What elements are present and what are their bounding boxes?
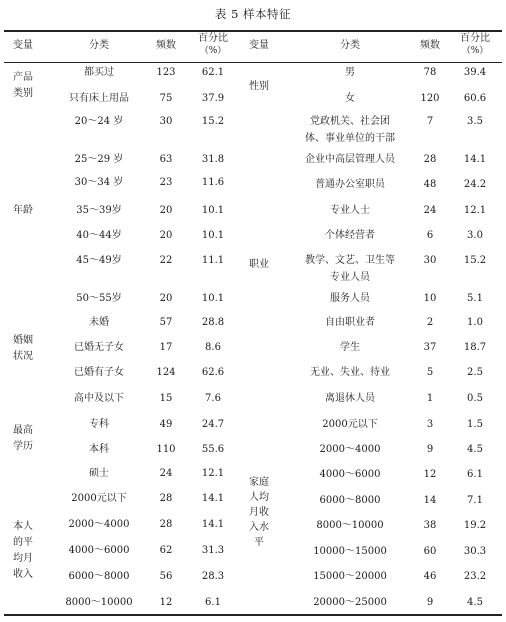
table-row-right-freq: 5 [426, 367, 434, 378]
table-row-right-pct: 0.5 [467, 393, 483, 404]
variable-label-left: 学历 [13, 441, 33, 452]
header-pct-line1: 百分比 [460, 33, 490, 44]
table-row-left-freq: 28 [159, 493, 173, 504]
variable-label-left: 收入 [13, 569, 33, 580]
table-row-left-pct: 15.2 [201, 116, 225, 127]
header-rule [4, 62, 502, 63]
table-row-right-pct: 4.5 [467, 444, 483, 455]
table-row-right-cat: 8000～10000 [316, 520, 384, 531]
table-row-right-pct: 60.6 [463, 93, 487, 104]
table-row-left-pct: 28.3 [201, 571, 225, 582]
table-row-left-pct: 10.1 [201, 230, 225, 241]
table-row-right-pct: 19.2 [463, 520, 487, 531]
table-row-left-freq: 15 [159, 393, 173, 404]
table-row-left-cat: 30～34 岁 [74, 177, 124, 188]
table-row-left-pct: 62.6 [201, 367, 225, 378]
variable-label-right: 人均 [249, 492, 269, 503]
header-pct-line2: （%） [461, 46, 489, 56]
table-row-left-cat: 硕士 [89, 468, 109, 479]
table-row-left-freq: 12 [159, 597, 173, 608]
table-row-right-pct: 30.3 [463, 546, 487, 557]
table-row-right-freq: 60 [423, 546, 437, 557]
table-row-right-cat: 2000～4000 [319, 444, 381, 455]
table-row-left-cat: 已婚无子女 [74, 342, 124, 353]
table-row-right-cat: 女 [345, 93, 355, 104]
table-row-left-pct: 11.6 [201, 177, 225, 188]
table-row-left-cat: 2000元以下 [71, 493, 127, 504]
table-row-left-cat: 8000～10000 [65, 597, 133, 608]
table-row-left-pct: 14.1 [201, 519, 225, 530]
table-row-right-cat: 4000～6000 [319, 469, 381, 480]
table-row-right-freq: 9 [426, 444, 434, 455]
top-rule [4, 30, 502, 32]
table-row-left-freq: 17 [159, 342, 173, 353]
table-row-right-pct: 4.5 [467, 597, 483, 608]
table-row-right-freq: 3 [426, 419, 434, 430]
variable-label-right: 职业 [249, 259, 269, 270]
table-row-right-pct: 15.2 [463, 255, 487, 266]
table-row-right-cat: 15000～20000 [313, 571, 387, 582]
table-row-left-cat: 2000～4000 [68, 519, 130, 530]
variable-label-left: 均月 [13, 553, 33, 564]
variable-label-left: 最高 [13, 425, 33, 436]
table-row-right-pct: 3.5 [467, 116, 483, 127]
table-row-right-pct: 7.1 [467, 495, 483, 506]
table-row-left-cat: 只有床上用品 [69, 93, 129, 104]
table-row-right-freq: 2 [426, 317, 434, 328]
table-row-left-cat: 20～24 岁 [74, 116, 124, 127]
table-row-right-cat: 个体经营者 [325, 230, 375, 241]
variable-label-right: 平 [254, 537, 264, 548]
table-row-right-pct: 1.0 [467, 317, 483, 328]
table-row-left-cat: 未婚 [89, 317, 109, 328]
table-row-left-freq: 62 [159, 545, 173, 556]
table-row-right-cat: 专业人员 [330, 272, 370, 283]
table-row-right-freq: 38 [423, 520, 437, 531]
table-row-right-freq: 12 [423, 469, 437, 480]
table-row-right-freq: 48 [423, 179, 437, 190]
table-row-right-freq: 37 [423, 342, 437, 353]
variable-label-right: 入水 [249, 522, 269, 533]
table-row-left-cat: 4000～6000 [68, 545, 130, 556]
table-row-left-cat: 都买过 [84, 67, 114, 78]
header-freq-right: 频数 [420, 40, 440, 51]
table-row-left-freq: 110 [156, 444, 176, 455]
table-row-left-freq: 22 [159, 255, 173, 266]
variable-label-left: 状况 [13, 351, 33, 362]
table-row-left-cat: 本科 [89, 444, 109, 455]
variable-label-left: 类别 [13, 88, 33, 99]
table-row-right-pct: 2.5 [467, 367, 483, 378]
header-freq-left: 频数 [156, 40, 176, 51]
variable-label-left: 年龄 [13, 205, 33, 216]
table-row-left-pct: 7.6 [205, 393, 221, 404]
table-row-right-cat: 体、事业单位的干部 [305, 133, 395, 144]
table-row-left-pct: 14.1 [201, 493, 225, 504]
variable-label-left: 的平 [13, 537, 33, 548]
table-row-left-freq: 63 [159, 154, 173, 165]
header-var-left: 变量 [13, 40, 33, 51]
table-row-right-cat: 企业中高层管理人员 [305, 154, 395, 165]
table-row-left-freq: 57 [159, 317, 173, 328]
table-row-left-freq: 28 [159, 519, 173, 530]
variable-label-right: 家庭 [249, 477, 269, 488]
table-row-right-pct: 3.0 [467, 230, 483, 241]
table-row-right-pct: 23.2 [463, 571, 487, 582]
table-row-right-pct: 14.1 [463, 154, 487, 165]
table-row-left-cat: 45～49岁 [76, 255, 122, 266]
table-row-right-freq: 120 [420, 93, 440, 104]
variable-label-right: 性别 [249, 81, 269, 92]
table-row-left-freq: 124 [156, 367, 176, 378]
table-row-left-pct: 8.6 [205, 342, 221, 353]
table-row-left-pct: 12.1 [201, 468, 225, 479]
table-row-left-pct: 6.1 [205, 597, 221, 608]
table-row-left-cat: 40～44岁 [76, 230, 122, 241]
table-row-left-pct: 55.6 [201, 444, 225, 455]
header-cat-right: 分类 [340, 40, 360, 51]
table-row-left-pct: 62.1 [201, 67, 225, 78]
table-row-left-pct: 28.8 [201, 317, 225, 328]
table-row-right-freq: 6 [426, 230, 434, 241]
table-row-left-cat: 25～29 岁 [74, 154, 124, 165]
table-row-right-freq: 1 [426, 393, 434, 404]
table-row-right-cat: 专业人士 [330, 205, 370, 216]
table-row-right-freq: 14 [423, 495, 437, 506]
table-row-right-cat: 2000元以下 [322, 419, 378, 430]
table-row-left-pct: 37.9 [201, 93, 225, 104]
bottom-rule [4, 614, 502, 616]
table-row-right-freq: 10 [423, 293, 437, 304]
table-row-right-cat: 自由职业者 [325, 317, 375, 328]
table-row-left-freq: 24 [159, 468, 173, 479]
table-row-right-cat: 20000～25000 [313, 597, 387, 608]
table-row-right-cat: 普通办公室职员 [315, 179, 385, 190]
table-row-left-freq: 30 [159, 116, 173, 127]
table-row-left-pct: 31.3 [201, 545, 225, 556]
variable-label-left: 产品 [13, 72, 33, 83]
table-row-right-cat: 6000～8000 [319, 495, 381, 506]
header-pct-line1: 百分比 [198, 33, 228, 44]
table-row-right-cat: 党政机关、社会团 [310, 116, 390, 127]
table-row-left-freq: 56 [159, 571, 173, 582]
table-row-left-cat: 高中及以下 [74, 393, 124, 404]
table-row-right-cat: 服务人员 [330, 293, 370, 304]
header-pct-right [450, 32, 500, 58]
table-row-right-freq: 24 [423, 205, 437, 216]
table-row-right-freq: 30 [423, 255, 437, 266]
table-row-right-pct: 18.7 [463, 342, 487, 353]
table-row-right-freq: 46 [423, 571, 437, 582]
table-caption: 表 5 样本特征 [214, 7, 292, 21]
table-row-left-freq: 20 [159, 230, 173, 241]
table-row-left-pct: 10.1 [201, 205, 225, 216]
table-row-right-cat: 10000～15000 [313, 546, 387, 557]
table-row-left-pct: 31.8 [201, 154, 225, 165]
table-row-right-cat: 离退休人员 [325, 393, 375, 404]
table-row-left-cat: 35～39岁 [76, 205, 122, 216]
header-pct-line2: （%） [199, 46, 227, 56]
variable-label-left: 本人 [13, 521, 33, 532]
table-row-right-cat: 学生 [340, 342, 360, 353]
header-pct-left [188, 32, 238, 58]
table-row-right-cat: 男 [345, 67, 355, 78]
table-row-left-cat: 50～55岁 [76, 293, 122, 304]
table-row-right-freq: 78 [423, 67, 437, 78]
table-row-right-cat: 教学、文艺、卫生等 [305, 255, 395, 266]
table-row-left-freq: 75 [159, 93, 173, 104]
table-row-right-pct: 6.1 [467, 469, 483, 480]
table-row-right-pct: 39.4 [463, 67, 487, 78]
table-row-right-pct: 5.1 [467, 293, 483, 304]
table-row-right-pct: 12.1 [463, 205, 487, 216]
table-row-right-freq: 9 [426, 597, 434, 608]
table-row-left-cat: 已婚有子女 [74, 367, 124, 378]
table-row-left-freq: 23 [159, 177, 173, 188]
table-row-left-cat: 专科 [89, 419, 109, 430]
table-row-right-freq: 7 [426, 116, 434, 127]
variable-label-left: 婚姻 [13, 335, 33, 346]
table-row-left-freq: 20 [159, 293, 173, 304]
table-row-left-pct: 10.1 [201, 293, 225, 304]
variable-label-right: 月收 [249, 507, 269, 518]
table-row-left-pct: 24.7 [201, 419, 225, 430]
table-row-right-freq: 28 [423, 154, 437, 165]
header-cat-left: 分类 [89, 40, 109, 51]
table-row-left-pct: 11.1 [201, 255, 225, 266]
table-row-left-freq: 123 [156, 67, 176, 78]
header-var-right: 变量 [249, 40, 269, 51]
table-row-right-cat: 无业、失业、待业 [310, 367, 390, 378]
table-row-right-pct: 24.2 [463, 179, 487, 190]
table-row-left-cat: 6000～8000 [68, 571, 130, 582]
table-row-right-pct: 1.5 [467, 419, 483, 430]
table-row-left-freq: 49 [159, 419, 173, 430]
table-row-left-freq: 20 [159, 205, 173, 216]
